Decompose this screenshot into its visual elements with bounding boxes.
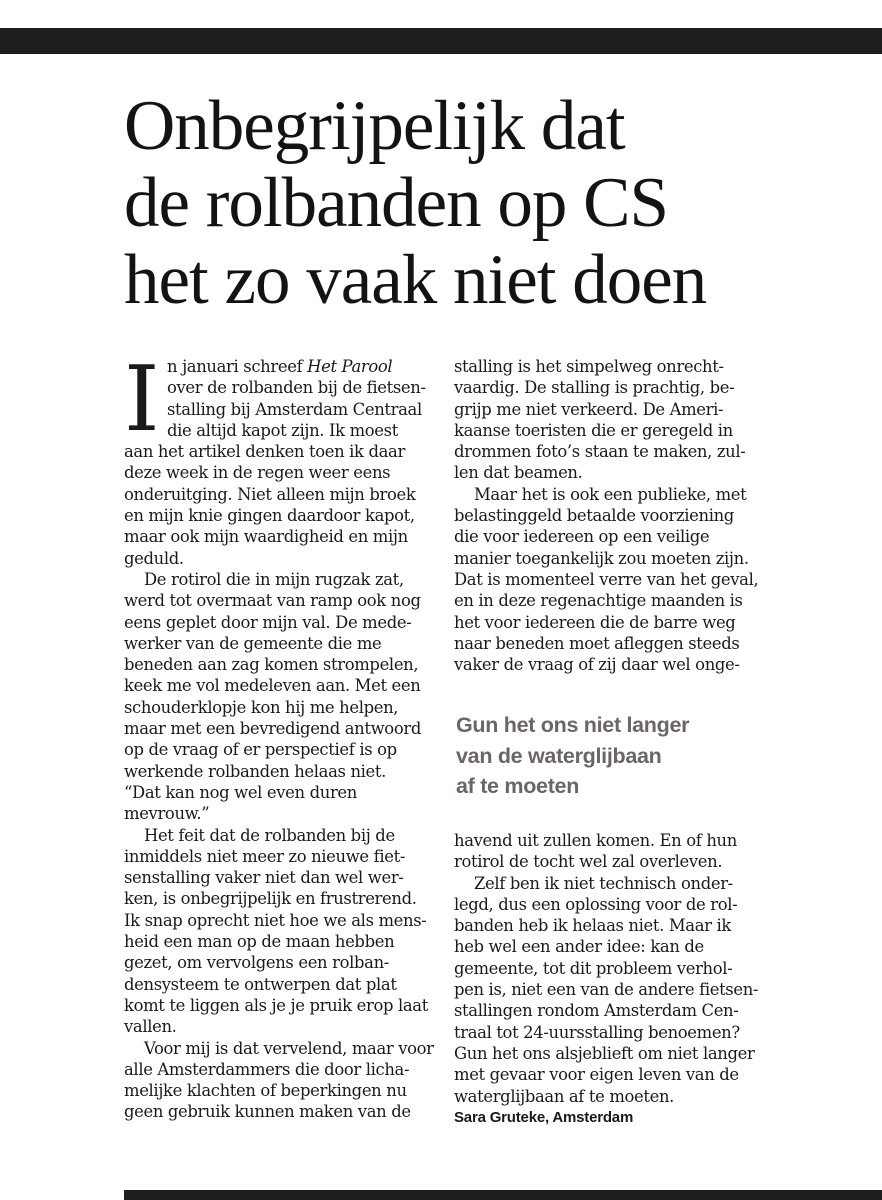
newspaper-name: Het Parool — [307, 357, 393, 376]
body-line: werd tot overmaat van ramp ook nog — [124, 591, 421, 611]
drop-cap: I — [124, 347, 160, 452]
pull-quote-line: van de waterglijbaan — [456, 743, 662, 768]
body-line: heid een man op de maan hebben — [124, 932, 395, 952]
body-line: onderuitging. Niet alleen mijn broek — [124, 484, 416, 504]
body-line: kaanse toeristen die er geregeld in — [454, 420, 733, 440]
body-line: geen gebruik kunnen maken van de — [124, 1102, 411, 1122]
body-line: Ik snap oprecht niet hoe we als mens- — [124, 910, 427, 930]
body-line: over de rolbanden bij de fietsen- — [167, 378, 426, 398]
headline-line: Onbegrijpelijk dat — [124, 87, 625, 165]
top-rule — [0, 28, 882, 54]
pull-quote-line: af te moeten — [456, 774, 580, 798]
body-line: n januari schreef Het Parool — [167, 357, 393, 376]
body-line: pen is, niet een van de andere fietsen- — [454, 980, 759, 1000]
body-line: stalling is het simpelweg onrecht- — [454, 357, 724, 376]
body-line: en in deze regenachtige maanden is — [454, 591, 743, 611]
headline — [124, 88, 864, 319]
pull-quote — [456, 710, 756, 802]
body-line: Dat is momenteel verre van het geval, — [454, 569, 759, 589]
body-line: stallingen rondom Amsterdam Cen- — [454, 1001, 739, 1021]
body-column-1 — [124, 347, 442, 1123]
body-line: senstalling vaker niet dan wel wer- — [124, 868, 404, 888]
bottom-rule — [124, 1190, 882, 1200]
body-line: “Dat kan nog wel even duren — [124, 782, 357, 802]
body-column-2-top — [454, 356, 759, 675]
byline: Sara Gruteke, Amsterdam — [454, 1108, 634, 1126]
body-line: De rotirol die in mijn rugzak zat, — [144, 569, 404, 589]
body-line: die altijd kapot zijn. Ik moest — [167, 420, 398, 440]
body-line: die voor iedereen op een veilige — [454, 527, 710, 547]
body-line: len dat beamen. — [454, 463, 583, 483]
body-line: traal tot 24-uursstalling benoemen? — [454, 1022, 740, 1042]
body-line: eens geplet door mijn val. De mede- — [124, 612, 412, 632]
body-line: op de vraag of er perspectief is op — [124, 740, 397, 760]
body-line: stalling bij Amsterdam Centraal — [167, 399, 422, 419]
body-line: melijke klachten of beperkingen nu — [124, 1081, 407, 1101]
body-line: inmiddels niet meer zo nieuwe fiet- — [124, 846, 406, 866]
body-line: schouderklopje kon hij me helpen, — [124, 697, 399, 717]
headline-line: de rolbanden op CS — [124, 164, 669, 242]
headline-line: het zo vaak niet doen — [124, 241, 707, 319]
body-column-2-bottom — [454, 830, 759, 1128]
body-line: grijp me niet verkeerd. De Ameri- — [454, 399, 724, 419]
body-line: beneden aan zag komen strompelen, — [124, 655, 419, 675]
body-line: en mijn knie gingen daardoor kapot, — [124, 506, 415, 526]
body-line: het voor iedereen die de barre weg — [454, 612, 736, 632]
pull-quote-line: Gun het ons niet langer — [456, 713, 690, 737]
body-line: gemeente, tot dit probleem verhol- — [454, 958, 733, 978]
body-line: legd, dus een oplossing voor de rol- — [454, 894, 738, 914]
body-line: manier toegankelijk zou moeten zijn. — [454, 548, 749, 568]
body-line: rotirol de tocht wel zal overleven. — [454, 852, 723, 872]
body-line: vallen. — [124, 1017, 177, 1037]
body-line: belastinggeld betaalde voorziening — [454, 506, 734, 526]
body-line: aan het artikel denken toen ik daar — [124, 442, 405, 462]
body-line: maar ook mijn waardigheid en mijn — [124, 527, 408, 547]
body-line: Het feit dat de rolbanden bij de — [144, 825, 395, 845]
body-line: maar met een bevredigend antwoord — [124, 719, 421, 739]
body-line: banden heb ik helaas niet. Maar ik — [454, 916, 731, 936]
body-line: naar beneden moet afleggen steeds — [454, 633, 740, 653]
body-line: waterglijbaan af te moeten. — [454, 1086, 675, 1106]
body-line: Voor mij is dat vervelend, maar voor — [144, 1038, 434, 1058]
body-line: geduld. — [124, 548, 184, 568]
body-line: ken, is onbegrijpelijk en frustrerend. — [124, 889, 417, 909]
body-line: heb wel een ander idee: kan de — [454, 937, 704, 957]
body-line: met gevaar voor eigen leven van de — [454, 1065, 739, 1085]
body-line: densysteem te ontwerpen dat plat — [124, 974, 397, 994]
body-line: Maar het is ook een publieke, met — [474, 484, 747, 504]
body-line: drommen foto’s staan te maken, zul- — [454, 442, 746, 462]
body-line: vaker de vraag of zij daar wel onge- — [454, 655, 740, 675]
body-line: mevrouw.” — [124, 804, 210, 824]
body-line: keek me vol medeleven aan. Met een — [124, 676, 421, 696]
body-line: Zelf ben ik niet technisch onder- — [474, 873, 733, 893]
body-line: gezet, om vervolgens een rolban- — [124, 953, 389, 973]
body-line: werker van de gemeente die me — [124, 633, 382, 653]
body-line: komt te liggen als je je pruik erop laat — [124, 995, 428, 1015]
body-line: alle Amsterdammers die door licha- — [124, 1059, 410, 1079]
body-line: vaardig. De stalling is prachtig, be- — [454, 378, 735, 398]
body-line: deze week in de regen weer eens — [124, 463, 391, 483]
body-line: werkende rolbanden helaas niet. — [124, 761, 386, 781]
body-line: Gun het ons alsjeblieft om niet langer — [454, 1043, 755, 1063]
body-line: havend uit zullen komen. En of hun — [454, 831, 737, 850]
